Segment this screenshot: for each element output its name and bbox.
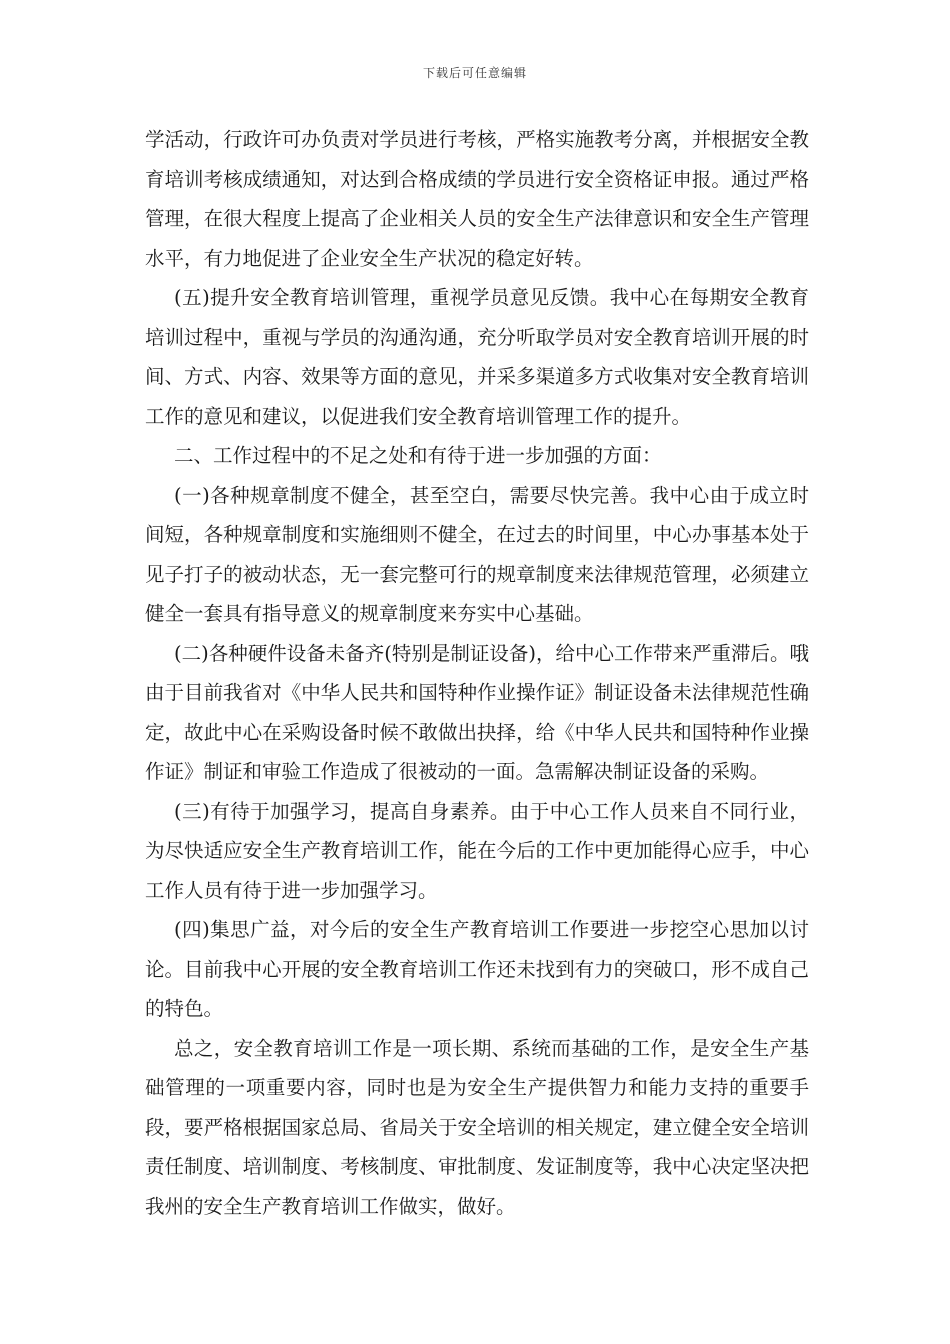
paragraph-item-3: (三)有待于加强学习，提高自身素养。由于中心工作人员来自不同行业，为尽快适应安全生产教育培训工作，能在今后的工作中更加能得心应手，中心工作人员有待于进一步加强学习。: [145, 799, 809, 902]
paragraph-section-5: (五)提升安全教育培训管理，重视学员意见反馈。我中心在每期安全教育培训过程中，重视与学员的沟通沟通，充分听取学员对安全教育培训开展的时间、方式、内容、效果等方面的意见，并采多渠道多方式收集对安全教育培训工作的意见和建议，以促进我们安全教育培训管理工作的提升。: [145, 286, 809, 428]
paragraph-item-1: (一)各种规章制度不健全，甚至空白，需要尽快完善。我中心由于成立时间短，各种规章制度和实施细则不健全，在过去的时间里，中心办事基本处于见子打子的被动状态，无一套完整可行的规章制度来法律规范管理，必须建立健全一套具有指导意义的规章制度来夯实中心基础。: [145, 483, 809, 625]
paragraph-item-4: (四)集思广益，对今后的安全生产教育培训工作要进一步挖空心思加以讨论。目前我中心开展的安全教育培训工作还未找到有力的突破口，形不成自己的特色。: [145, 918, 809, 1020]
paragraph-continuation: 学活动，行政许可办负责对学员进行考核，严格实施教考分离，并根据安全教育培训考核成绩通知，对达到合格成绩的学员进行安全资格证申报。通过严格管理，在很大程度上提高了企业相关人员的安全生产法律意识和安全生产管理水平，有力地促进了企业安全生产状况的稳定好转。: [145, 128, 809, 270]
paragraph-conclusion: 总之，安全教育培训工作是一项长期、系统而基础的工作，是安全生产基础管理的一项重要内容，同时也是为安全生产提供智力和能力支持的重要手段，要严格根据国家总局、省局关于安全培训的相关规定，建立健全安全培训责任制度、培训制度、考核制度、审批制度、发证制度等，我中心决定坚决把我州的安全生产教育培训工作做实，做好。: [145, 1036, 809, 1218]
section-heading-shortcomings: 二、工作过程中的不足之处和有待于进一步加强的方面：: [174, 444, 662, 467]
page-header-note: 下载后可任意编辑: [422, 66, 527, 80]
paragraph-item-2: (二)各种硬件设备未备齐(特别是制证设备)，给中心工作带来严重滞后。哦由于目前我省对《中华人民共和国特种作业操作证》制证设备未法律规范性确定，故此中心在采购设备时候不敢做出抉择，给《中华人民共和国特种作业操作证》制证和审验工作造成了很被动的一面。急需解决制证设备的采购。: [145, 641, 809, 783]
document-body: [145, 120, 809, 1226]
